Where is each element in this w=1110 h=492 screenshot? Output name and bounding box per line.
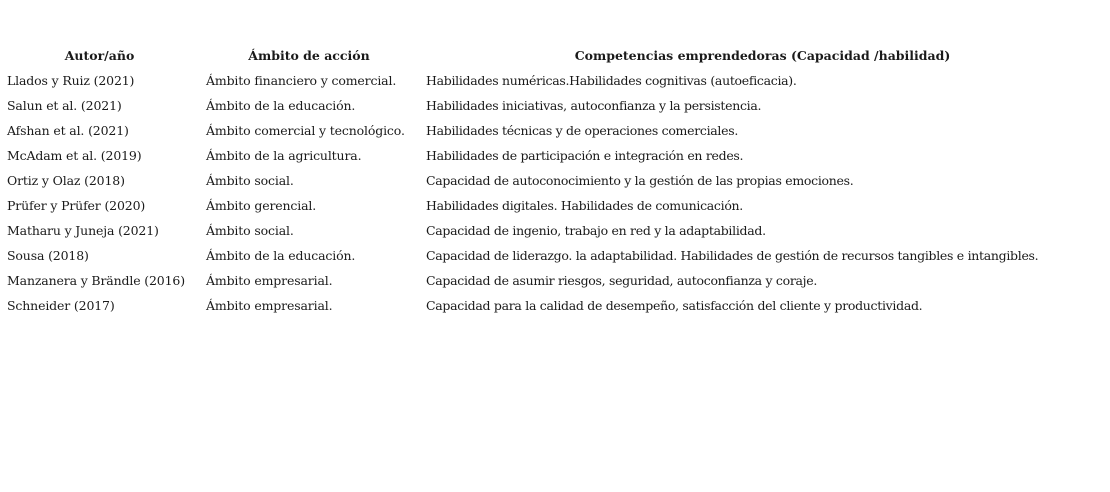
table-body	[0, 68, 1106, 318]
competencies-cell: Habilidades técnicas y de operaciones comerciales.	[426, 123, 739, 138]
table-row	[0, 243, 1106, 268]
table-row	[0, 68, 1106, 93]
author-cell: Manzanera y Brändle (2016)	[7, 273, 185, 288]
header-scope: Ámbito de acción	[248, 48, 370, 63]
document-page	[0, 43, 1110, 318]
author-cell: Ortiz y Olaz (2018)	[7, 173, 125, 188]
author-cell: McAdam et al. (2019)	[7, 148, 142, 163]
table-header	[0, 43, 1106, 68]
table-row	[0, 118, 1106, 143]
scope-cell: Ámbito social.	[206, 173, 294, 188]
table-row	[0, 268, 1106, 293]
competencies-cell: Capacidad de ingenio, trabajo en red y la adaptabilidad.	[426, 223, 766, 238]
table-row	[0, 168, 1106, 193]
competencies-table	[0, 43, 1106, 318]
header-row	[0, 43, 1106, 68]
scope-cell: Ámbito financiero y comercial.	[206, 73, 397, 88]
table-row	[0, 143, 1106, 168]
competencies-cell: Habilidades digitales. Habilidades de comunicación.	[426, 198, 743, 213]
table-row	[0, 218, 1106, 243]
author-cell: Afshan et al. (2021)	[7, 123, 129, 138]
scope-cell: Ámbito social.	[206, 223, 294, 238]
scope-cell: Ámbito de la educación.	[206, 248, 356, 263]
author-cell: Schneider (2017)	[7, 298, 115, 313]
scope-cell: Ámbito gerencial.	[206, 198, 317, 213]
table-row	[0, 93, 1106, 118]
scope-cell: Ámbito de la agricultura.	[206, 148, 362, 163]
competencies-cell: Habilidades iniciativas, autoconfianza y la persistencia.	[426, 98, 762, 113]
header-competencies: Competencias emprendedoras (Capacidad /habilidad)	[574, 48, 951, 63]
scope-cell: Ámbito comercial y tecnológico.	[206, 123, 405, 138]
competencies-cell: Capacidad para la calidad de desempeño, satisfacción del cliente y productividad.	[426, 298, 923, 313]
competencies-cell: Capacidad de liderazgo. la adaptabilidad. Habilidades de gestión de recursos tangibles e intangibles.	[426, 248, 1039, 263]
author-cell: Prüfer y Prüfer (2020)	[7, 198, 146, 213]
author-cell: Salun et al. (2021)	[7, 98, 122, 113]
scope-cell: Ámbito de la educación.	[206, 98, 356, 113]
competencies-cell: Capacidad de autoconocimiento y la gestión de las propias emociones.	[426, 173, 854, 188]
competencies-cell: Capacidad de asumir riesgos, seguridad, autoconfianza y coraje.	[426, 273, 818, 288]
scope-cell: Ámbito empresarial.	[206, 273, 333, 288]
competencies-cell: Habilidades de participación e integración en redes.	[426, 148, 744, 163]
scope-cell: Ámbito empresarial.	[206, 298, 333, 313]
table-row	[0, 193, 1106, 218]
table-row	[0, 293, 1106, 318]
author-cell: Matharu y Juneja (2021)	[7, 223, 159, 238]
header-author-year: Autor/año	[64, 48, 135, 63]
competencies-cell: Habilidades numéricas.Habilidades cognitivas (autoeficacia).	[426, 73, 797, 88]
author-cell: Sousa (2018)	[7, 248, 89, 263]
author-cell: Llados y Ruiz (2021)	[7, 73, 135, 88]
